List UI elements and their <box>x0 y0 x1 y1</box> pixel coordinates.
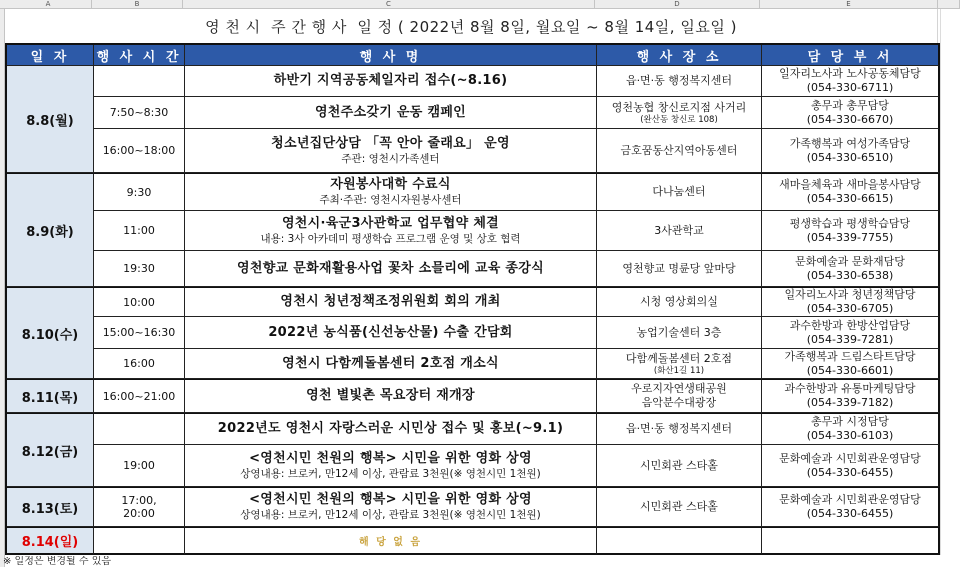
time-cell[interactable] <box>94 129 185 173</box>
time-cell[interactable] <box>94 97 185 129</box>
event-phone: (054-330-6455) <box>806 507 894 520</box>
event-name-cell[interactable] <box>185 129 597 173</box>
event-place-address: (화산1길 11) <box>653 365 705 376</box>
event-phone: (054-330-6601) <box>806 363 894 377</box>
header-time-cell[interactable] <box>94 45 185 66</box>
event-time: 19:00 <box>123 459 155 472</box>
event-name: 영천시 청년정책조정위원회 회의 개최 <box>280 294 501 309</box>
header-name-cell[interactable] <box>185 45 597 66</box>
header-place-label: 행 사 장 소 <box>636 49 722 65</box>
event-phone: (054-339-7755) <box>806 230 894 244</box>
date-label: 8.8(월) <box>26 113 74 129</box>
column-header-bar <box>0 0 960 9</box>
event-name: <영천시민 천원의 행복> 시민을 위한 영화 상영 <box>249 492 532 507</box>
header-time-label: 행 사 시 간 <box>96 49 182 65</box>
date-cell[interactable] <box>7 66 94 173</box>
event-time: 17:00, 20:00 <box>121 494 157 520</box>
event-name-cell[interactable] <box>185 287 597 317</box>
event-phone: (054-330-6510) <box>806 150 894 164</box>
event-name: 2022년도 영천시 자랑스러운 시민상 접수 및 홍보(~9.1) <box>217 421 564 436</box>
event-phone: (054-330-6705) <box>806 302 894 315</box>
event-place-cell[interactable] <box>597 287 762 317</box>
header-dept-label: 담 당 부 서 <box>807 49 893 65</box>
footer-note: ※ 일정은 변경될 수 있음 <box>3 556 112 567</box>
time-cell[interactable] <box>94 487 185 527</box>
event-time: 9:30 <box>126 185 152 199</box>
event-place-cell[interactable] <box>597 97 762 129</box>
event-name: 영천주소갖기 운동 캠페인 <box>314 104 467 120</box>
event-place-cell[interactable] <box>597 487 762 527</box>
event-place: 시민회관 스타홀 <box>640 458 718 472</box>
event-name-cell[interactable] <box>185 445 597 487</box>
event-name: 영천시 다함께돌봄센터 2호점 개소식 <box>282 355 499 371</box>
event-place: 시민회관 스타홀 <box>640 500 718 513</box>
date-label: 8.11(목) <box>21 390 79 406</box>
sheet-title-cell[interactable] <box>5 9 938 43</box>
event-name-cell[interactable] <box>185 487 597 527</box>
event-dept-cell[interactable] <box>762 211 940 251</box>
event-time: 11:00 <box>123 224 155 237</box>
event-name: 하반기 지역공동체일자리 접수(~8.16) <box>273 73 508 88</box>
event-name: <영천시민 천원의 행복> 시민을 위한 영화 상영 <box>249 450 532 466</box>
event-phone: (054-339-7281) <box>806 332 894 346</box>
event-dept-cell[interactable] <box>762 487 940 527</box>
sheet-title: 영 천 시 주 간 행 사 일 정 ( 2022년 8월 8일, 월요일 ~ 8월 14일, 일요일 ) <box>205 17 737 36</box>
event-place-cell[interactable] <box>597 317 762 349</box>
date-cell[interactable] <box>7 173 94 287</box>
event-place: 시청 영상회의실 <box>640 295 718 308</box>
event-department: 총무과 시정담당 <box>811 415 889 428</box>
date-label: 8.14(일) <box>21 535 79 550</box>
event-place-cell[interactable] <box>597 173 762 211</box>
event-department: 총무과 총무담당 <box>811 98 889 112</box>
event-department: 문화예술과 시민회관운영담당 <box>779 451 921 465</box>
event-detail: 주최·주관: 영천시자원봉사센터 <box>319 194 462 206</box>
event-place: 영천농협 창신로지점 사거리 <box>611 100 747 114</box>
event-department: 과수한방과 유통마케팅담당 <box>784 382 916 395</box>
header-date-cell[interactable] <box>7 45 94 66</box>
event-department: 문화예술과 시민회관운영담당 <box>779 493 921 506</box>
event-detail: 상영내용: 브로커, 만12세 이상, 관람료 3천원(※ 영천시민 1천원) <box>240 509 541 521</box>
date-label: 8.10(수) <box>21 327 79 343</box>
column-header-a[interactable]: A <box>5 0 92 9</box>
event-dept-cell[interactable] <box>762 413 940 445</box>
time-cell[interactable] <box>94 173 185 211</box>
date-label: 8.12(금) <box>21 444 79 460</box>
event-place-cell[interactable] <box>597 445 762 487</box>
event-phone: (054-330-6615) <box>806 192 894 205</box>
event-dept-cell[interactable] <box>762 349 940 379</box>
event-name-cell[interactable] <box>185 211 597 251</box>
event-place-cell[interactable] <box>597 379 762 413</box>
event-dept-cell[interactable] <box>762 445 940 487</box>
event-place: 우로지자연생태공원 음악분수대광장 <box>631 382 727 409</box>
event-phone: (054-339-7182) <box>806 396 894 409</box>
event-place-address: (완산동 창신로 108) <box>640 114 718 125</box>
date-cell[interactable] <box>7 487 94 527</box>
event-name: 영천시·육군3사관학교 업무협약 체결 <box>281 215 500 231</box>
column-header-c[interactable]: C <box>183 0 595 9</box>
event-place: 다함께돌봄센터 2호점 <box>625 351 733 365</box>
time-cell[interactable] <box>94 445 185 487</box>
event-time: 10:00 <box>123 295 155 309</box>
event-name: 2022년 농식품(신선농산물) 수출 간담회 <box>268 324 513 340</box>
date-cell[interactable] <box>7 287 94 379</box>
column-header-b[interactable]: B <box>92 0 183 9</box>
event-phone: (054-330-6711) <box>806 81 894 94</box>
time-cell[interactable] <box>94 251 185 287</box>
event-name-cell[interactable] <box>185 173 597 211</box>
header-name-label: 행 사 명 <box>359 49 422 65</box>
event-department: 일자리노사과 노사공동체담당 <box>779 67 921 80</box>
time-cell[interactable] <box>94 379 185 413</box>
time-cell[interactable] <box>94 287 185 317</box>
time-cell[interactable] <box>94 413 185 445</box>
event-time: 7:50~8:30 <box>109 106 169 119</box>
event-dept-cell[interactable] <box>762 251 940 287</box>
event-name-cell[interactable] <box>185 66 597 97</box>
event-time: 15:00~16:30 <box>102 326 176 339</box>
event-phone: (054-330-6670) <box>806 112 894 126</box>
column-header-e[interactable]: E <box>760 0 938 9</box>
event-department: 문화예술과 문화재담당 <box>795 254 905 268</box>
event-place: 영천향교 명륜당 앞마당 <box>622 261 736 275</box>
date-cell[interactable] <box>7 413 94 487</box>
event-name-cell[interactable] <box>185 317 597 349</box>
event-place-cell[interactable] <box>597 66 762 97</box>
event-place: 읍·면·동 행정복지센터 <box>625 422 733 435</box>
event-place-cell[interactable] <box>597 527 762 555</box>
empty-column-area[interactable] <box>940 9 960 555</box>
event-time: 16:00~21:00 <box>102 389 176 403</box>
event-name-cell[interactable] <box>185 527 597 555</box>
event-time: 16:00~18:00 <box>102 144 176 157</box>
event-detail: 상영내용: 브로커, 만12세 이상, 관람료 3천원(※ 영천시민 1천원) <box>240 467 541 480</box>
time-cell[interactable] <box>94 66 185 97</box>
event-dept-cell[interactable] <box>762 129 940 173</box>
event-name: 영천 별빛촌 목요장터 재개장 <box>306 388 475 403</box>
event-name-cell[interactable] <box>185 251 597 287</box>
date-label: 8.9(화) <box>26 224 74 240</box>
event-time: 19:30 <box>123 262 155 275</box>
time-cell[interactable] <box>94 211 185 251</box>
event-phone: (054-330-6103) <box>806 429 894 442</box>
time-cell[interactable] <box>94 349 185 379</box>
column-header-next[interactable] <box>938 0 960 9</box>
event-place-cell[interactable] <box>597 129 762 173</box>
date-cell-sunday[interactable] <box>7 527 94 555</box>
event-dept-cell[interactable] <box>762 527 940 555</box>
event-place-cell[interactable] <box>597 211 762 251</box>
event-phone: (054-330-6538) <box>806 268 894 282</box>
event-place: 금호꿈동산지역아동센터 <box>620 143 738 157</box>
event-place-cell[interactable] <box>597 413 762 445</box>
event-department: 가족행복과 드림스타트담당 <box>784 349 916 363</box>
event-name: 청소년집단상담 「꼭 안아 줄래요」 운영 <box>271 135 510 151</box>
event-dept-cell[interactable] <box>762 173 940 211</box>
event-dept-cell[interactable] <box>762 66 940 97</box>
schedule-table <box>5 43 940 555</box>
event-detail: 주관: 영천시가족센터 <box>341 152 440 165</box>
event-place-cell[interactable] <box>597 349 762 379</box>
event-dept-cell[interactable] <box>762 97 940 129</box>
event-department: 평생학습과 평생학습담당 <box>789 216 911 230</box>
date-label: 8.13(토) <box>21 501 79 517</box>
event-place: 3사관학교 <box>654 223 704 237</box>
event-department: 가족행복과 여성가족담당 <box>789 136 911 150</box>
event-name: 자원봉사대학 수료식 <box>330 177 451 192</box>
time-cell[interactable] <box>94 317 185 349</box>
event-phone: (054-330-6455) <box>806 465 894 479</box>
event-name-cell[interactable] <box>185 379 597 413</box>
event-department: 새마을체육과 새마을봉사담당 <box>779 178 921 191</box>
event-place-cell[interactable] <box>597 251 762 287</box>
date-cell[interactable] <box>7 379 94 413</box>
event-name-cell[interactable] <box>185 97 597 129</box>
time-cell[interactable] <box>94 527 185 555</box>
header-dept-cell[interactable] <box>762 45 940 66</box>
column-header-d[interactable]: D <box>595 0 760 9</box>
event-dept-cell[interactable] <box>762 287 940 317</box>
event-place: 읍·면·동 행정복지센터 <box>625 74 733 87</box>
event-time: 16:00 <box>123 357 155 370</box>
event-name-cell[interactable] <box>185 413 597 445</box>
no-event-note: 해 당 없 음 <box>358 537 423 548</box>
event-department: 일자리노사과 청년정책담당 <box>784 288 916 301</box>
event-name: 영천향교 문화재활용사업 꽃차 소믈리에 교육 종강식 <box>236 260 544 276</box>
event-detail: 내용: 3사 아카데미 평생학습 프로그램 운영 및 상호 협력 <box>260 232 521 245</box>
header-place-cell[interactable] <box>597 45 762 66</box>
event-place: 다나눔센터 <box>652 185 706 198</box>
event-dept-cell[interactable] <box>762 379 940 413</box>
event-place: 농업기술센터 3층 <box>636 325 722 339</box>
header-date-label: 일 자 <box>30 49 70 65</box>
event-name-cell[interactable] <box>185 349 597 379</box>
event-department: 과수한방과 한방산업담당 <box>789 318 911 332</box>
event-dept-cell[interactable] <box>762 317 940 349</box>
